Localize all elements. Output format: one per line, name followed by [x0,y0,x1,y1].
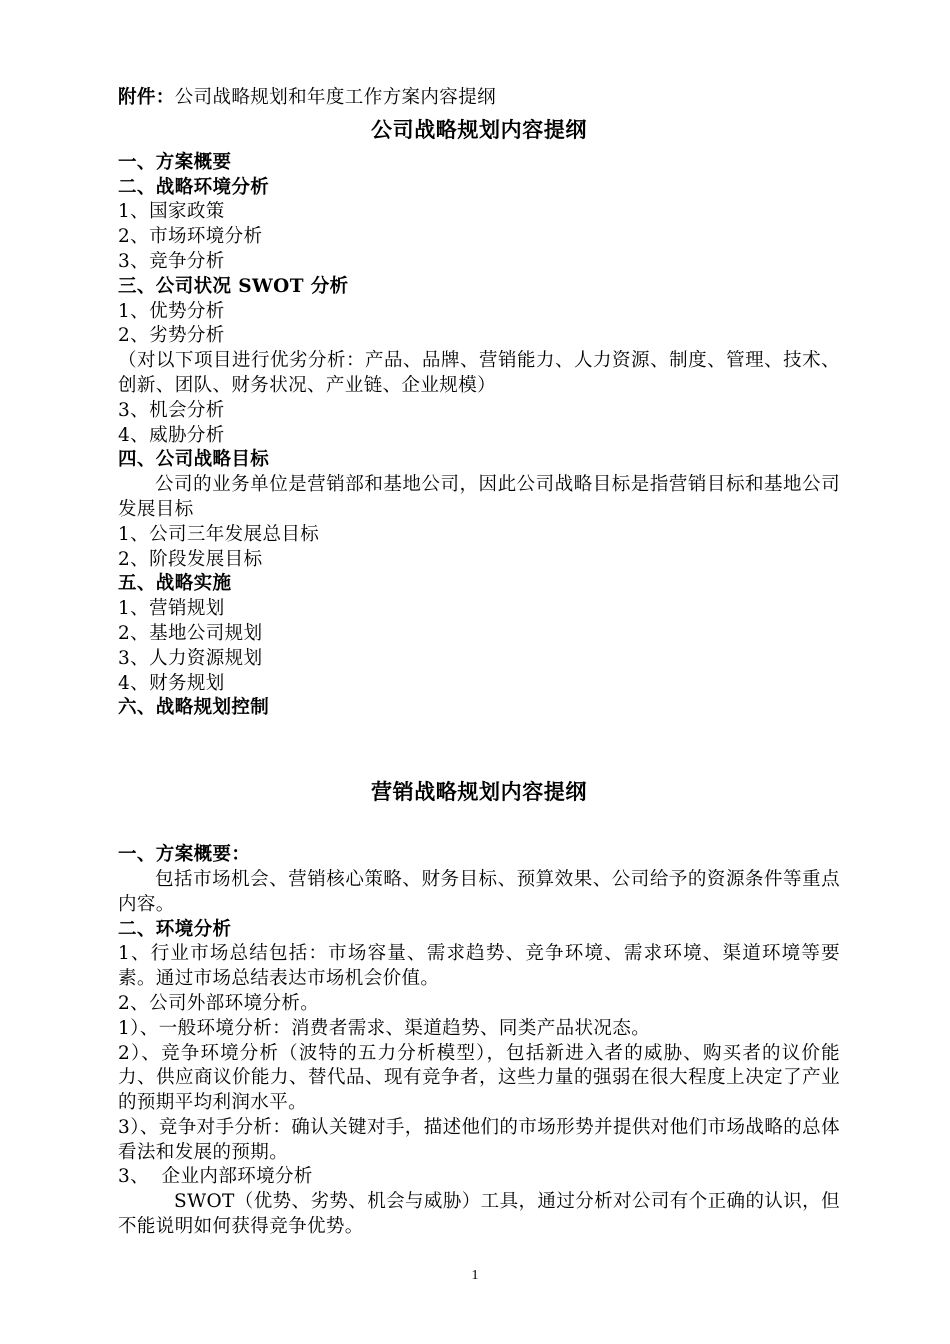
list-item: 3、竞争分析 [118,250,225,272]
list-item: 1、公司三年发展总目标 [118,523,320,545]
swot-note-paragraph: （对以下项目进行优劣分析：产品、品牌、营销能力、人力资源、制度、管理、技术、创新、团队、财务状况、产业链、企业规模） [118,350,840,396]
s1-heading-5: 五、战略实施 [118,573,232,595]
s1-heading-1: 一、方案概要 [118,151,232,173]
attachment-text: 公司战略规划和年度工作方案内容提纲 [174,87,497,108]
s1-heading-4: 四、公司战略目标 [118,449,270,471]
attachment-label: 附件： [118,87,175,108]
s2-heading-1: 一、方案概要： [118,844,251,866]
attachment-line [118,86,840,111]
section1-title: 公司战略规划内容提纲 [371,116,587,142]
list-item: 4、财务规划 [118,672,225,694]
s1-heading-3: 三、公司状况 SWOT 分析 [118,275,349,297]
list-item: 2、基地公司规划 [118,622,263,644]
s2-heading-2: 二、环境分析 [118,918,232,940]
list-item: 1、优势分析 [118,300,225,322]
list-item: 1、营销规划 [118,598,225,620]
competitor-analysis-paragraph: 3）、竞争对手分析：确认关键对手，描述他们的市场形势并提供对他们市场战略的总体看法和发展的预期。 [118,1116,840,1163]
swot-tool-paragraph: SWOT（优势、劣势、机会与威胁）工具，通过分析对公司有个正确的认识，但不能说明如何获得竞争优势。 [118,1191,840,1238]
s1-heading-6: 六、战略规划控制 [118,697,270,719]
list-item: 4、威胁分析 [118,424,225,446]
list-item: 3、人力资源规划 [118,647,263,669]
list-item: 2、市场环境分析 [118,226,263,248]
external-env-line: 2、公司外部环境分析。 [118,992,320,1014]
internal-env-line: 3、 企业内部环境分析 [118,1166,313,1188]
list-item: 3、机会分析 [118,399,225,421]
industry-market-paragraph: 1、行业市场总结包括：市场容量、需求趋势、竞争环境、需求环境、渠道环境等要素。通过市场总结表达市场机会价值。 [118,943,840,990]
s1-heading-2: 二、战略环境分析 [118,176,270,198]
list-item: 2、劣势分析 [118,325,225,347]
overview-paragraph: 包括市场机会、营销核心策略、财务目标、预算效果、公司给予的资源条件等重点内容。 [118,868,840,915]
list-item: 1、国家政策 [118,201,225,223]
strategy-goal-paragraph: 公司的业务单位是营销部和基地公司，因此公司战略目标是指营销目标和基地公司发展目标 [118,474,840,520]
section2-title: 营销战略规划内容提纲 [371,779,587,805]
competitive-env-paragraph: 2）、竞争环境分析（波特的五力分析模型），包括新进入者的威胁、购买者的议价能力、供应商议价能力、替代品、现有竞争者，这些力量的强弱在很大程度上决定了产业的预期平均利润水平。 [118,1042,840,1114]
general-env-line: 1）、一般环境分析：消费者需求、渠道趋势、同类产品状况态。 [118,1017,651,1039]
document-page [118,86,840,1240]
page-number: 1 [471,1268,479,1283]
list-item: 2、阶段发展目标 [118,548,263,570]
